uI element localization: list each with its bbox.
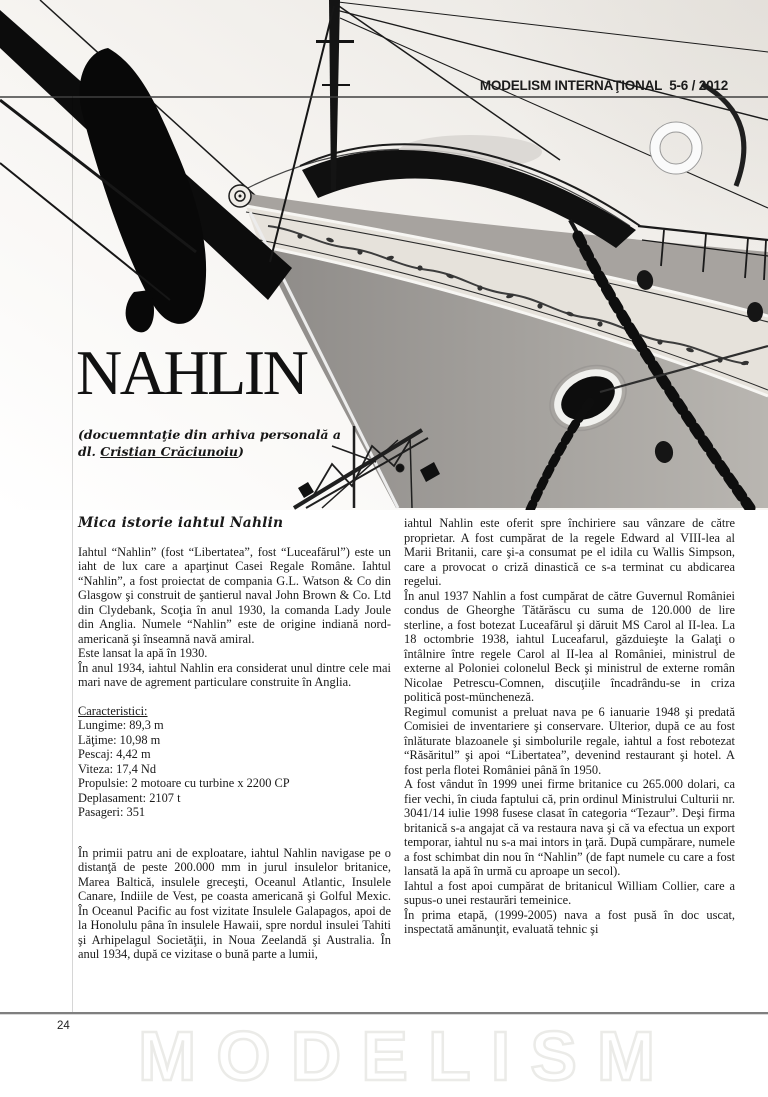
characteristics-label: Caracteristici:	[78, 703, 148, 718]
paragraph: Iahtul “Nahlin” (fost “Libertatea”, fost “Luceafărul”) este un iaht de lux care a aparţinut Casei Regale Române. Iahtul “Nahlin”, a fost proiectat de compania G.L. Watson & Co din Glasgow şi construit de şantierul naval John Brown & Co. Ltd din Clydebank, Scoţia în anul 1930, la comanda Lady Joule din Anglia. Numele “Nahlin” este de origine indiană nord-americană şi înseamnă navă amiral.	[78, 544, 391, 646]
subtitle-line1: (docuemntaţie din arhiva personală a	[78, 427, 341, 442]
spec-speed: Viteza: 17,4 Nd	[78, 761, 157, 776]
article-title: NAHLIN	[76, 337, 307, 408]
magazine-title: MODELISM INTERNAŢIONAL	[479, 78, 663, 93]
paragraph: Este lansat la apă în 1930.	[78, 646, 208, 660]
spec-beam: Lăţime: 10,98 m	[78, 732, 161, 747]
magazine-header	[0, 78, 728, 93]
spec-length: Lungime: 89,3 m	[78, 718, 164, 732]
subtitle-line2: dl. Cristian Crăciunoiu)	[78, 444, 244, 459]
paragraph: Regimul comunist a preluat nava pe 6 ianuarie 1948 şi predată Comisiei de inventariere şi conservare. Ulterior, după ce au fost înlăturate blazoanele şi simbolurile regale, iahtul a fost rebotezat “Răsăritul” şi apoi “Libertatea”, devenind restaurant şi hotel. A fost perla flotei României până în 1950.	[404, 704, 735, 777]
author-name: Cristian Crăciunoiu	[100, 444, 238, 459]
paragraph: În prima etapă, (1999-2005) nava a fost pusă în doc uscat, inspectată amănunţit, evaluată tehnic şi	[404, 907, 735, 936]
paragraph: În anul 1937 Nahlin a fost cumpărat de către Guvernul României condus de Gheorghe Tătărăscu cu suma de 120.000 de lire sterline, a fost botezat Luceafărul şi dăruit MS Carol al II-lea. La 18 octombrie 1938, iahtul Luceafarul, găzduieşte la Galaţi o întâlnire între regele Carol al II-lea al României, ministrul de externe al Poloniei colonelul Beck şi ministrul de externe român Nicolae Petrescu-Comnen, discuţiile încadrându-se in criza politică post-müncheneză.	[404, 588, 735, 704]
spec-propulsion: Propulsie: 2 motoare cu turbine x 2200 CP	[78, 776, 290, 790]
issue-number: 5-6 / 2012	[669, 78, 728, 93]
paragraph: În primii patru ani de exploatare, iahtul Nahlin navigase pe o distanţă de peste 200.000 mm in jurul insulelor britanice, Marea Baltică, insulele greceşti, Oceanul Atlantic, Insulele Canare, Indiile de Vest, pe coasta americană şi Golful Mexic. În Oceanul Pacific au fost vizitate Insulele Galapagos, apoi de la Honolulu pâna în insulele Hawaii, spre nordul insulei Tahiti şi Arhipelagul Societăţii, in Noua Zeelandă şi Australia. În anul 1934, după ce vizitase o bună parte a lumii,	[78, 845, 391, 961]
paragraph: A fost vândut în 1999 unei firme britanice cu 265.000 dolari, ca fier vechi, în ciuda faptului că, prin ordinul Ministrului Culturii nr. 3041/14 iulie 1998 fusese clasat în categoria “Tezaur”. Deşi firma britanică s-a angajat că va restaura nava şi că va efectua un export temporar, iahtul nu s-a mai intors in ţară. După cumpărare, numele a fost schimbat din nou în “Nahlin” (de fapt numele cu care a fost lansată la apă în urmă cu aproape un secol).	[404, 777, 735, 878]
section-heading: Mica istorie iahtul Nahlin	[78, 515, 284, 531]
header-rule	[0, 96, 768, 98]
left-column	[78, 516, 391, 962]
margin-rule	[72, 96, 73, 1013]
paragraph: Iahtul a fost apoi cumpărat de britanicul William Collier, care a supus-o unei restaurări temeinice.	[404, 878, 735, 907]
article-subtitle	[78, 426, 378, 460]
right-column	[404, 516, 735, 937]
spec-draft: Pescaj: 4,42 m	[78, 747, 151, 761]
page-number: 24	[57, 1020, 70, 1032]
paragraph: În anul 1934, iahtul Nahlin era considerat unul dintre cele mai mari nave de agrement particulare construite în Anglia.	[78, 660, 391, 689]
paragraph: iahtul Nahlin este oferit spre închiriere sau vânzare de către proprietar. A fost cumpărat de la regele Edward al VIII-lea al Marii Britanii, care şi-a consumat pe el idila cu Wallis Simpson, care a provocat o criză dinastică ce s-a terminat cu abdicarea regelui.	[404, 516, 735, 588]
spec-passengers: Pasageri: 351	[78, 805, 146, 819]
watermark: MODELISM	[138, 1017, 676, 1095]
footer-rule	[0, 1012, 768, 1015]
spec-displacement: Deplasament: 2107 t	[78, 790, 181, 805]
